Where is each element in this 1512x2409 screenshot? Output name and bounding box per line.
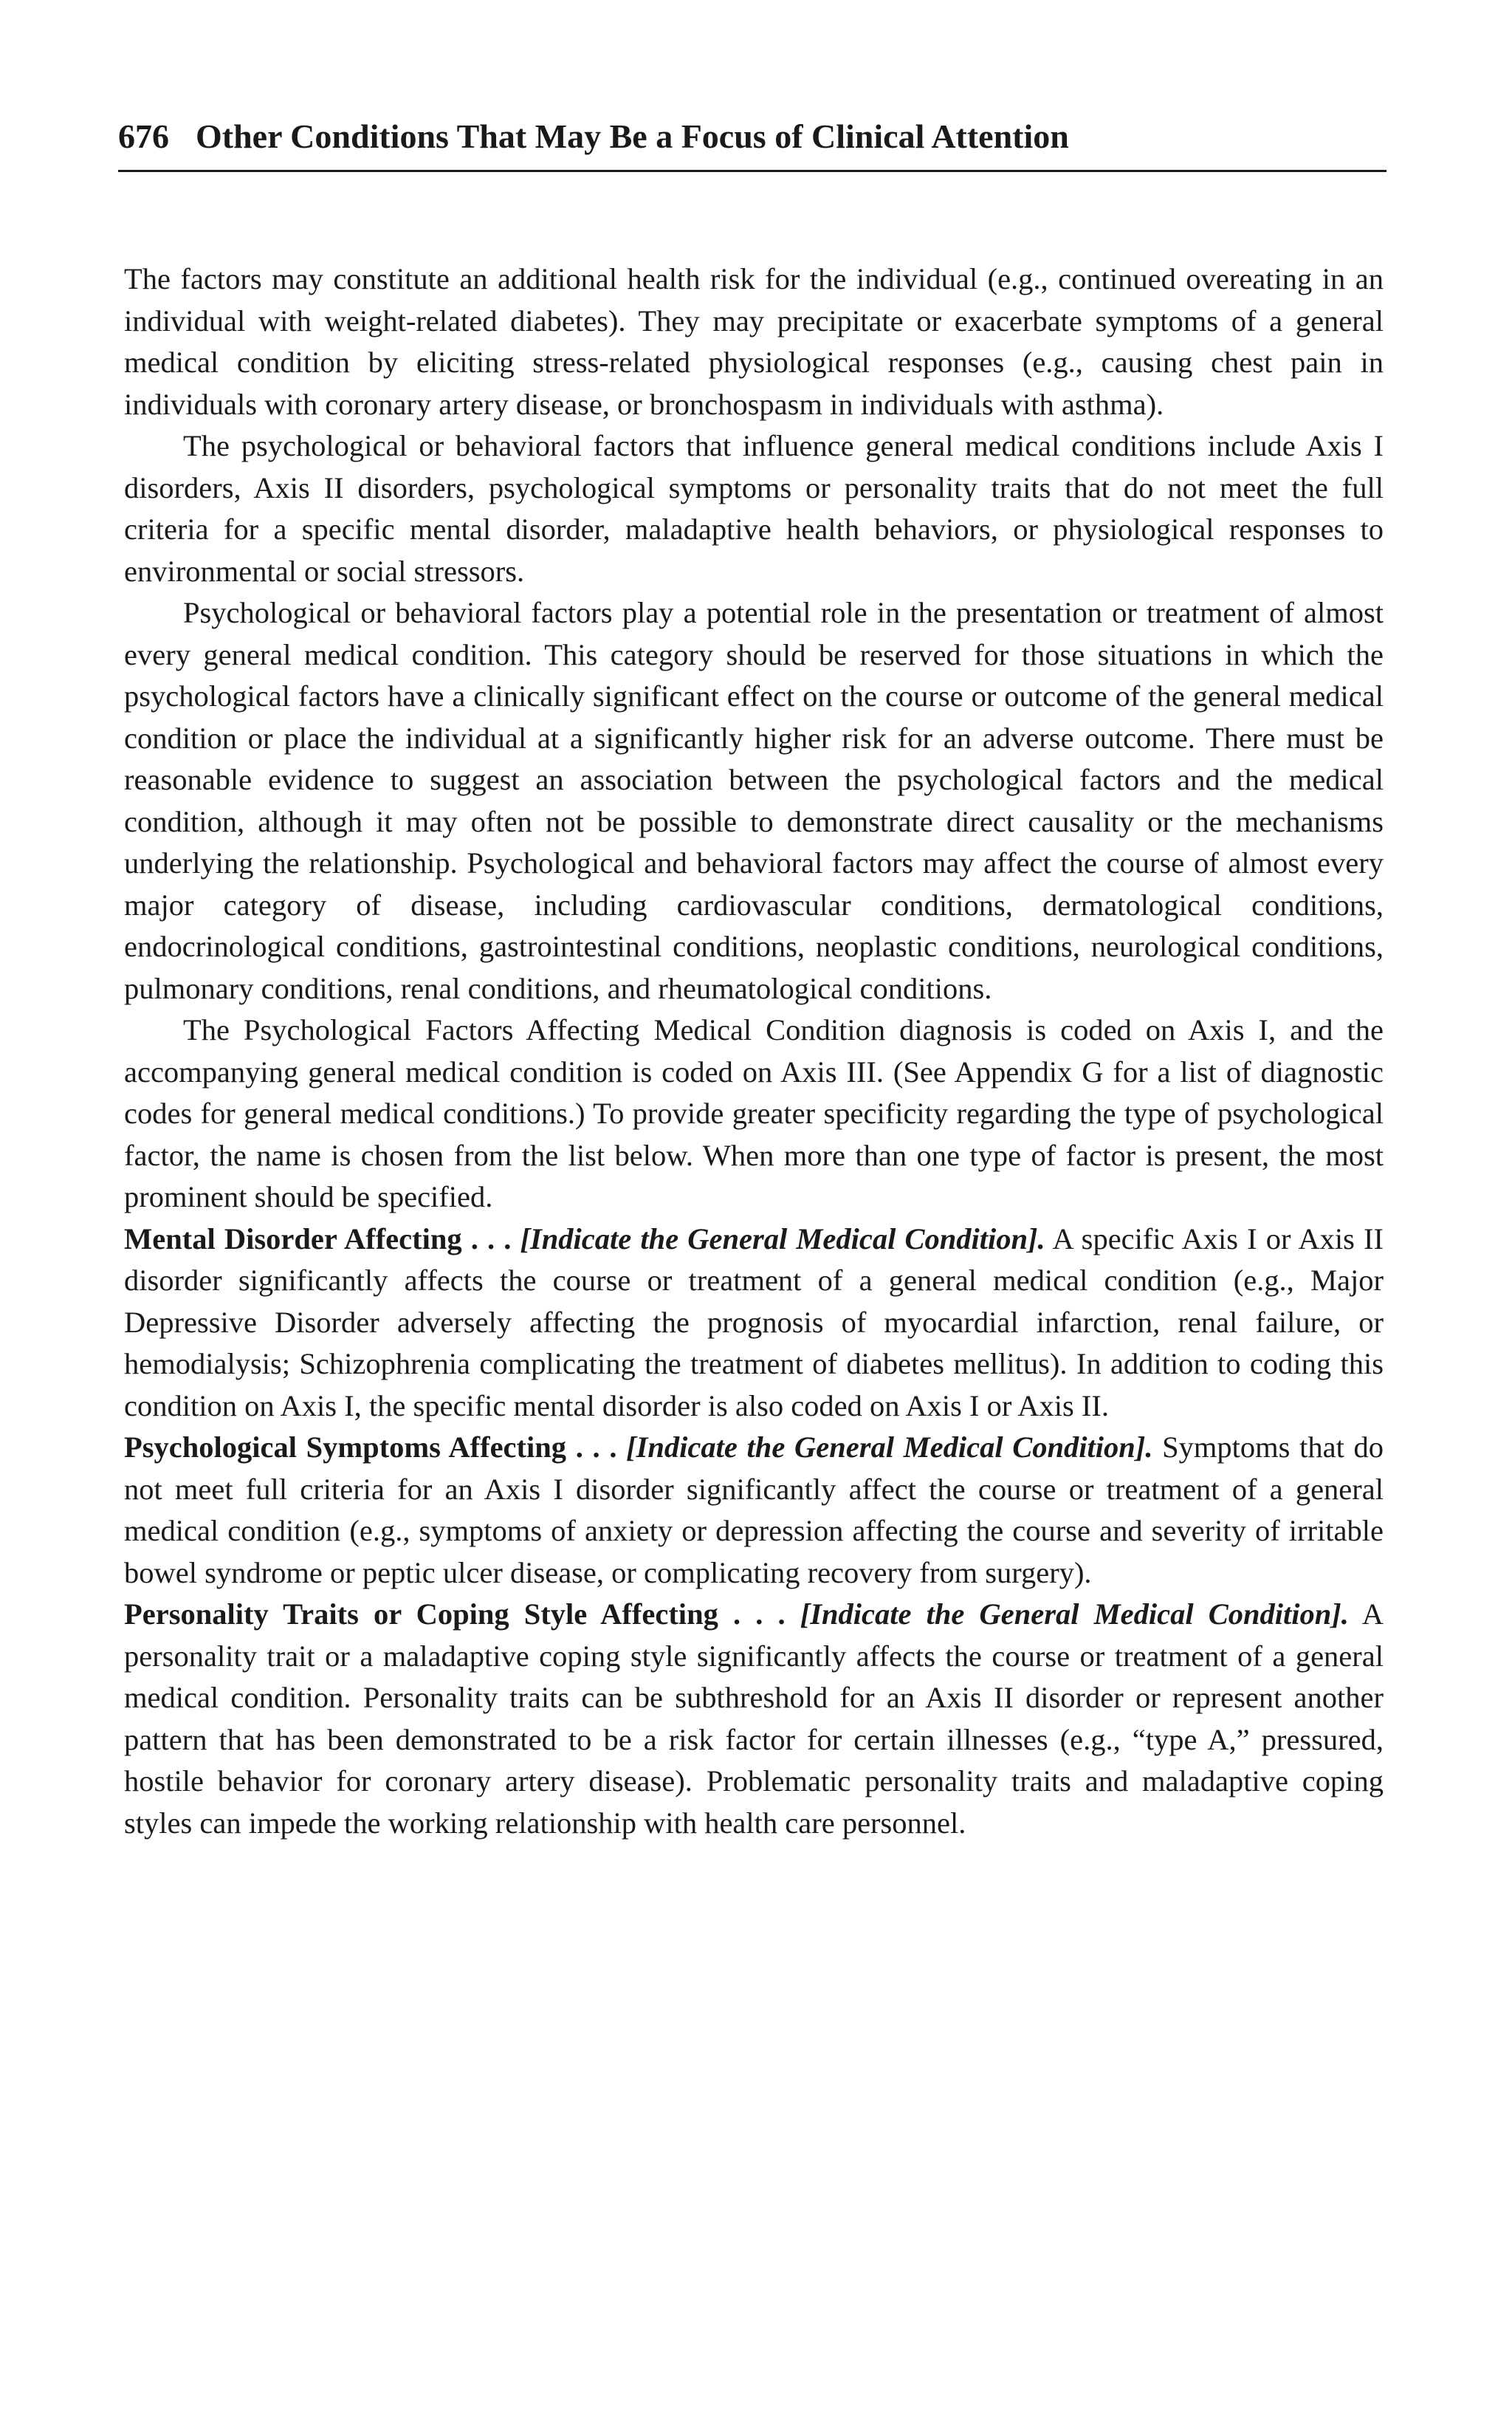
paragraph: The factors may constitute an additional health risk for the individual (e.g., continued overeating in an individual with weight-related diabetes). They may precipitate or exacerbate symptoms of a general medical condition by eliciting stress-related physiological responses (e.g., causing chest pain in individuals with coronary artery disease, or bronchospasm in individuals with asthma).	[124, 262, 1384, 421]
page-number: 676	[118, 117, 169, 155]
subsection-heading: Personality Traits or Coping Style Affecting . . .	[124, 1597, 786, 1631]
subsection-body: A specific Axis I or Axis II disorder significantly affects the course or treatment of a general medical condition (e.g., Major Depressive Disorder adversely affecting the prognosis of myocardial infarction, renal failure, or hemodialysis; Schizophrenia complicating the treatment of diabetes mellitus). In addition to coding this condition on Axis I, the specific mental disorder is also coded on Axis I or Axis II.	[124, 1221, 1384, 1422]
subsection-body: A personality trait or a maladaptive coping style significantly affects the course or treatment of a general medical condition. Personality traits can be subthreshold for an Axis II disorder or represent another pattern that has been demonstrated to be a risk factor for certain illnesses (e.g., “type A,” pressured, hostile behavior for coronary artery disease). Problematic personality traits and maladaptive coping styles can impede the working relationship with health care personnel.	[124, 1597, 1384, 1840]
chapter-title: Other Conditions That May Be a Focus of Clinical Attention	[196, 117, 1069, 155]
paragraph: The psychological or behavioral factors that influence general medical conditions include Axis I disorders, Axis II disorders, psychological symptoms or personality traits that do not meet the full criteria for a specific mental disorder, maladaptive health behaviors, or physiological responses to environmental or social stressors.	[124, 429, 1384, 588]
subsection-heading-condition: [Indicate the General Medical Condition].	[800, 1597, 1349, 1631]
subsection-body: Symptoms that do not meet full criteria for an Axis I disorder significantly affect the course or treatment of a general medical condition (e.g., symptoms of anxiety or depression affecting the course and severity of irritable bowel syndrome or peptic ulcer disease, or complicating recovery from surgery).	[124, 1430, 1384, 1589]
subsection-heading: Mental Disorder Affecting . . .	[124, 1221, 512, 1255]
subsection-heading-condition: [Indicate the General Medical Condition].	[520, 1221, 1045, 1255]
running-head	[118, 111, 1386, 172]
paragraph: Psychological or behavioral factors play a potential role in the presentation or treatment of almost every general medical condition. This category should be reserved for those situations in which the psychological factors have a clinically significant effect on the course or outcome of the general medical condition or place the individual at a significantly higher risk for an adverse outcome. There must be reasonable evidence to suggest an association between the psychological factors and the medical condition, although it may often not be possible to demonstrate direct causality or the mechanisms underlying the relationship. Psychological and behavioral factors may affect the course of almost every major category of disease, including cardiovascular conditions, dermatological conditions, endocrinological conditions, gastrointestinal conditions, neoplastic conditions, neurological conditions, pulmonary conditions, renal conditions, and rheumatological conditions.	[124, 596, 1384, 1005]
subsection-psychological-symptoms	[124, 1427, 1384, 1594]
subsection-heading: Psychological Symptoms Affecting . . .	[124, 1430, 617, 1464]
subsection-heading-condition: [Indicate the General Medical Condition].	[626, 1430, 1153, 1464]
subsection-mental-disorder	[124, 1219, 1384, 1428]
subsection-personality-traits	[124, 1594, 1384, 1844]
paragraph: The Psychological Factors Affecting Medical Condition diagnosis is coded on Axis I, and the accompanying general medical condition is coded on Axis III. (See Appendix G for a list of diagnostic codes for general medical conditions.) To provide greater specificity regarding the type of psychological factor, the name is chosen from the list below. When more than one type of factor is present, the most prominent should be specified.	[124, 1013, 1384, 1213]
body-text	[124, 258, 1384, 1844]
